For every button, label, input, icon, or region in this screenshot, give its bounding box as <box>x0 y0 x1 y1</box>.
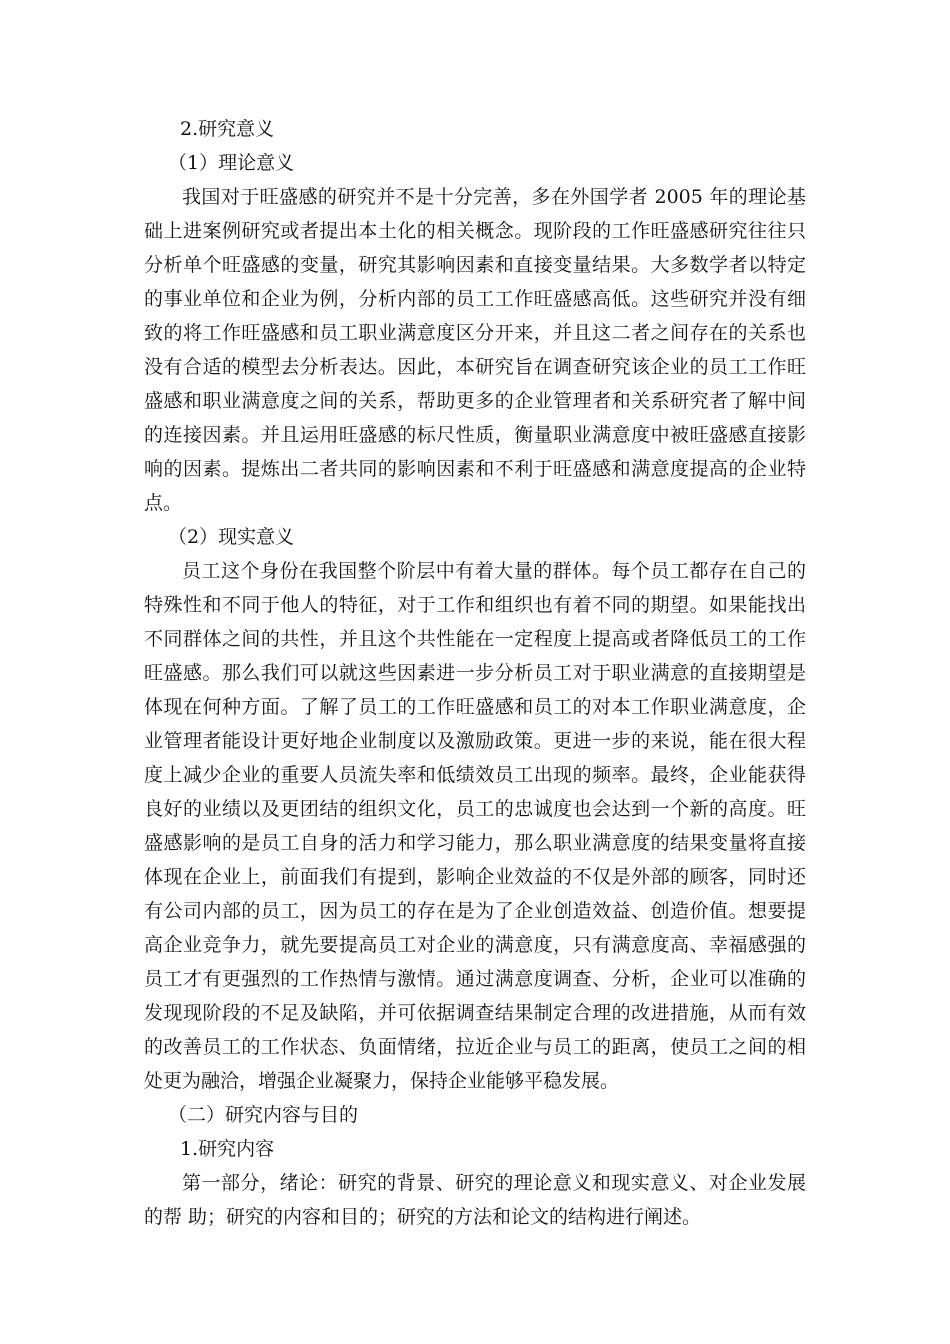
paragraph-theoretical-significance: 我国对于旺盛感的研究并不是十分完善，多在外国学者 2005 年的理论基础上进案例研究或者提出本土化的相关概念。现阶段的工作旺盛感研究往往只分析单个旺盛感的变量，研究其影响因素和直接变量结果。大多数学者以特定的事业单位和企业为例，分析内部的员工工作旺盛感高低。这些研究并没有细致的将工作旺盛感和员工职业满意度区分开来，并且这二者之间存在的关系也没有合适的模型去分析表达。因此，本研究旨在调查研究该企业的员工工作旺盛感和职业满意度之间的关系，帮助更多的企业管理者和关系研究者了解中间的连接因素。并且运用旺盛感的标尺性质，衡量职业满意度中被旺盛感直接影响的因素。提炼出二者共同的影响因素和不利于旺盛感和满意度提高的企业特点。 <box>144 186 806 514</box>
paragraph-research-content: 第一部分，绪论：研究的背景、研究的理论意义和现实意义、对企业发展的帮 助；研究的内容和目的；研究的方法和论文的结构进行阐述。 <box>144 1172 806 1228</box>
subsection-heading-practical-significance: （2）现实意义 <box>168 526 295 548</box>
subsection-heading-theoretical-significance: （1）理论意义 <box>168 152 295 174</box>
document-page <box>144 112 806 1234</box>
section-heading-content-and-purpose: （二）研究内容与目的 <box>168 1104 359 1126</box>
section-heading-research-content: 1.研究内容 <box>180 1138 275 1160</box>
section-heading-research-significance: 2.研究意义 <box>180 118 275 140</box>
paragraph-practical-significance: 员工这个身份在我国整个阶层中有着大量的群体。每个员工都存在自己的特殊性和不同于他人的特征，对于工作和组织也有着不同的期望。如果能找出不同群体之间的共性，并且这个共性能在一定程度上提高或者降低员工的工作旺盛感。那么我们可以就这些因素进一步分析员工对于职业满意的直接期望是体现在何种方面。了解了员工的工作旺盛感和员工的对本工作职业满意度，企业管理者能设计更好地企业制度以及激励政策。更进一步的来说，能在很大程度上减少企业的重要人员流失率和低绩效员工出现的频率。最终，企业能获得良好的业绩以及更团结的组织文化，员工的忠诚度也会达到一个新的高度。旺盛感影响的是员工自身的活力和学习能力，那么职业满意度的结果变量将直接体现在企业上，前面我们有提到，影响企业效益的不仅是外部的顾客，同时还有公司内部的员工，因为员工的存在是为了企业创造效益、创造价值。想要提高企业竞争力，就先要提高员工对企业的满意度，只有满意度高、幸福感强的员工才有更强烈的工作热情与激情。通过满意度调查、分析，企业可以准确的发现现阶段的不足及缺陷，并可依据调查结果制定合理的改进措施，从而有效的改善员工的工作状态、负面情绪，拉近企业与员工的距离，使员工之间的相处更为融洽，增强企业凝聚力，保持企业能够平稳发展。 <box>144 560 806 1092</box>
